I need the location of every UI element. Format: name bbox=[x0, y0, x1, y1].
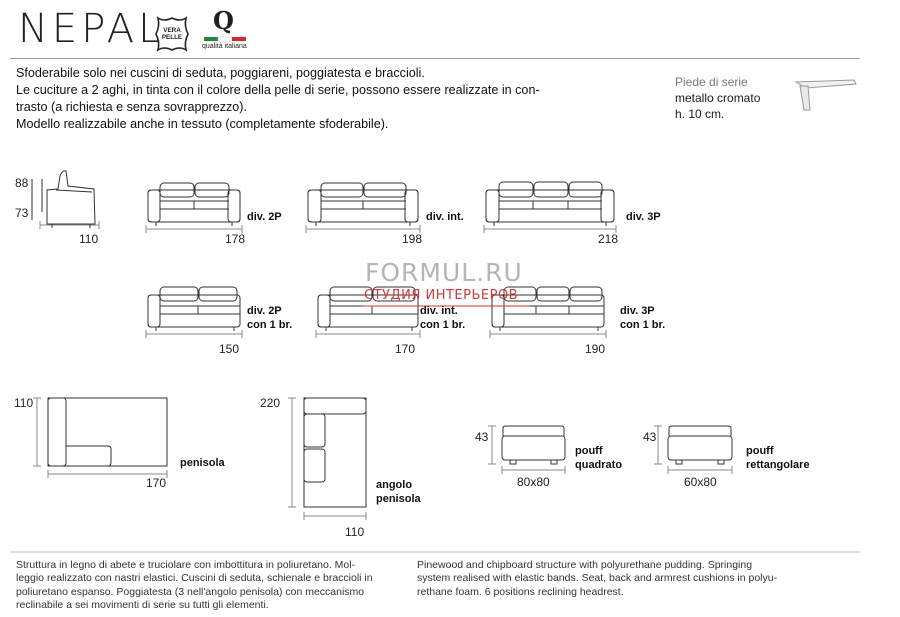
side-height-seat: 73 bbox=[15, 206, 29, 220]
pouff-quadrato-label: pouff quadrato bbox=[575, 445, 623, 471]
footer-english: Pinewood and chipboard structure with polyurethane pudding. Springing system realised with elastic bands. Seat, back and armrest cushions in polyu- rethane foam. 6 positions reclining headrest. bbox=[417, 559, 778, 598]
sofa-198-width: 198 bbox=[402, 232, 423, 246]
angolo-label: angolo penisola bbox=[376, 479, 421, 505]
quality-badge-letter: Q bbox=[213, 6, 234, 35]
sofa-198-label: div. int. bbox=[426, 211, 464, 223]
angolo-width: 110 bbox=[345, 525, 365, 539]
angolo-depth: 220 bbox=[260, 396, 281, 410]
side-depth: 110 bbox=[79, 232, 99, 246]
feet-info: Piede di serie metallo cromato h. 10 cm. bbox=[675, 75, 761, 121]
sofa-218-label: div. 3P bbox=[626, 211, 661, 223]
angolo-penisola-plan-drawing bbox=[288, 398, 366, 520]
pouff-quadrato-height: 43 bbox=[475, 430, 489, 444]
penisola-plan-drawing bbox=[33, 398, 167, 478]
sofa-170-width: 170 bbox=[395, 342, 416, 356]
side-view-drawing bbox=[32, 171, 99, 229]
pouff-rettangolare-height: 43 bbox=[643, 430, 657, 444]
quality-badge-caption: qualità italiana bbox=[202, 43, 247, 50]
sofa-198-drawing bbox=[306, 183, 420, 233]
sofa-178-drawing bbox=[146, 183, 242, 233]
sofa-150-label: div. 2P con 1 br. bbox=[247, 305, 293, 331]
footer-italian: Struttura in legno di abete e truciolare con imbottitura in poliuretano. Mol- leggio realizzato con nastri elastici. Cuscini di seduta, schienale e braccioli in poliuretano espanso. Poggiatesta (3 nell'angolo penisola) con meccanismo reclinabile a sei movimenti di serie su tutti gli elementi. bbox=[16, 559, 373, 612]
leather-badge-text: VERA PELLE bbox=[161, 27, 183, 41]
pouff-quadrato-drawing bbox=[488, 426, 565, 474]
pouff-rettangolare-size: 60x80 bbox=[684, 475, 717, 489]
sofa-150-drawing bbox=[146, 287, 242, 338]
sofa-170-label: div. int. con 1 br. bbox=[420, 305, 466, 331]
pouff-rettangolare-label: pouff rettangolare bbox=[746, 445, 810, 471]
sofa-178-label: div. 2P bbox=[247, 211, 282, 223]
penisola-width: 170 bbox=[146, 476, 167, 490]
penisola-depth: 110 bbox=[14, 396, 34, 410]
penisola-label: penisola bbox=[180, 457, 225, 469]
sofa-190-label: div. 3P con 1 br. bbox=[620, 305, 666, 331]
watermark-brand: FORMUL.RU bbox=[365, 258, 523, 287]
pouff-quadrato-size: 80x80 bbox=[517, 475, 550, 489]
sofa-178-width: 178 bbox=[225, 232, 246, 246]
side-height-top: 88 bbox=[15, 176, 29, 190]
watermark-subtitle: СТУДИЯ ИНТЕРЬЕРОВ bbox=[364, 288, 519, 303]
sofa-218-drawing bbox=[484, 182, 616, 233]
sofa-190-width: 190 bbox=[585, 342, 606, 356]
sofa-150-width: 150 bbox=[219, 342, 240, 356]
intro-text: Sfoderabile solo nei cuscini di seduta, poggiareni, poggiatesta e braccioli. Le cuciture a 2 aghi, in tinta con il colore della pelle di serie, possono essere realizzate in con- trasto (a richiesta e senza sovrapprezzo). Modello realizzabile anche in tessuto (completamente sfoderabile). bbox=[16, 66, 540, 131]
product-title: NEPAL bbox=[18, 6, 165, 52]
sofa-218-width: 218 bbox=[598, 232, 619, 246]
pouff-rettangolare-drawing bbox=[654, 426, 732, 474]
